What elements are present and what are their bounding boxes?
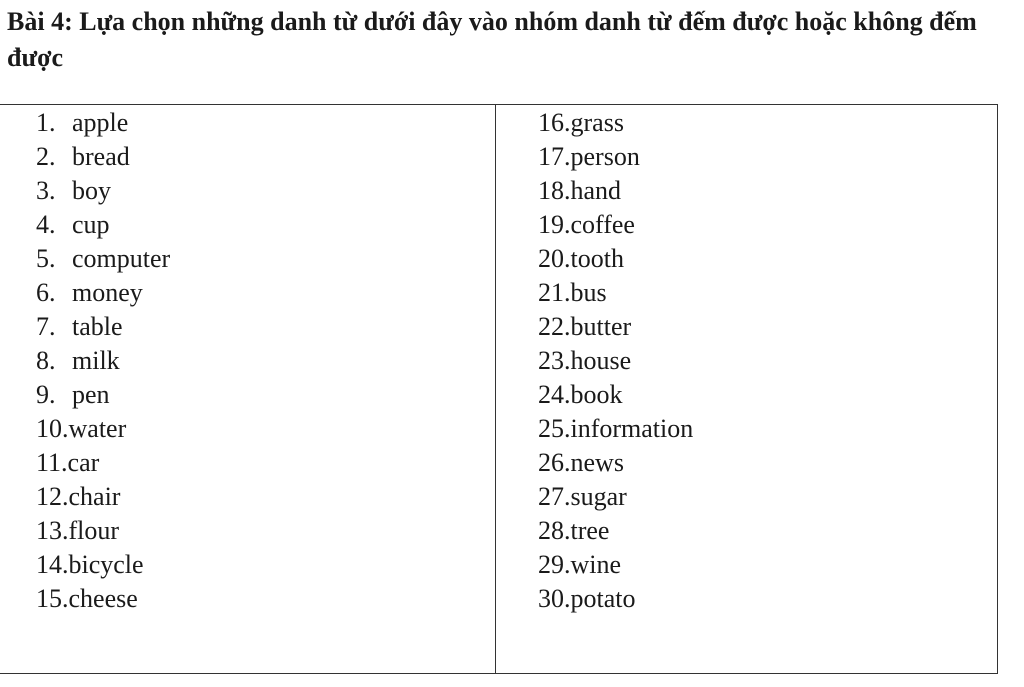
item-word: sugar (570, 482, 627, 511)
exercise-title: Bài 4: Lựa chọn những danh từ dưới đây vào nhóm danh từ đếm được hoặc không đếm được (7, 7, 977, 72)
item-word: apple (72, 108, 129, 137)
list-item (36, 446, 170, 480)
item-word: pen (72, 380, 110, 409)
item-word: flour (68, 516, 120, 545)
item-number: 11. (36, 448, 68, 477)
left-word-list (36, 106, 170, 616)
item-word: cheese (68, 584, 138, 613)
item-number: 29. (538, 550, 571, 579)
item-word: chair (68, 482, 121, 511)
item-number: 14. (36, 550, 69, 579)
item-word: wine (570, 550, 622, 579)
right-word-list (538, 106, 693, 616)
list-item (538, 106, 693, 140)
list-item (538, 242, 693, 276)
item-word: water (68, 414, 127, 443)
item-word: news (570, 448, 624, 477)
item-word: car (67, 448, 100, 477)
list-item (36, 242, 170, 276)
list-item (538, 378, 693, 412)
item-word: house (570, 346, 632, 375)
list-item (538, 140, 693, 174)
item-word: potato (570, 584, 636, 613)
list-item (538, 412, 693, 446)
item-number: 30. (538, 584, 571, 613)
item-number: 19. (538, 210, 571, 239)
list-item (538, 446, 693, 480)
item-word: hand (570, 176, 622, 205)
column-divider (495, 104, 496, 674)
item-number: 4. (36, 210, 56, 239)
list-item (538, 174, 693, 208)
item-number: 1. (36, 108, 56, 137)
item-number: 15. (36, 584, 69, 613)
list-item (538, 310, 693, 344)
item-word: bicycle (68, 550, 144, 579)
item-number: 25. (538, 414, 571, 443)
item-number: 22. (538, 312, 571, 341)
item-number: 8. (36, 346, 56, 375)
item-word: information (570, 414, 694, 443)
list-item (538, 582, 693, 616)
list-item (36, 480, 170, 514)
list-item (36, 310, 170, 344)
item-number: 28. (538, 516, 571, 545)
item-word: milk (72, 346, 120, 375)
item-number: 13. (36, 516, 69, 545)
list-item (36, 514, 170, 548)
list-item (36, 106, 170, 140)
item-word: computer (72, 244, 171, 273)
item-number: 24. (538, 380, 571, 409)
item-word: cup (72, 210, 110, 239)
item-number: 2. (36, 142, 56, 171)
item-number: 18. (538, 176, 571, 205)
item-number: 9. (36, 380, 56, 409)
list-item (36, 140, 170, 174)
list-item (36, 344, 170, 378)
item-number: 7. (36, 312, 56, 341)
item-word: money (72, 278, 143, 307)
list-item (538, 344, 693, 378)
list-item (36, 174, 170, 208)
list-item (36, 208, 170, 242)
item-number: 16. (538, 108, 571, 137)
item-word: grass (570, 108, 624, 137)
item-number: 27. (538, 482, 571, 511)
list-item (36, 582, 170, 616)
list-item (538, 208, 693, 242)
item-word: bread (72, 142, 130, 171)
item-word: coffee (570, 210, 635, 239)
list-item (36, 412, 170, 446)
item-number: 10. (36, 414, 69, 443)
list-item (36, 276, 170, 310)
item-word: table (72, 312, 123, 341)
item-word: boy (72, 176, 111, 205)
item-number: 17. (538, 142, 571, 171)
item-word: tooth (570, 244, 624, 273)
item-word: butter (570, 312, 632, 341)
item-number: 3. (36, 176, 56, 205)
item-word: bus (570, 278, 607, 307)
item-number: 20. (538, 244, 571, 273)
item-number: 23. (538, 346, 571, 375)
list-item (538, 480, 693, 514)
list-item (538, 276, 693, 310)
list-item (36, 548, 170, 582)
list-item (538, 548, 693, 582)
list-item (36, 378, 170, 412)
item-word: person (570, 142, 640, 171)
item-number: 5. (36, 244, 56, 273)
item-number: 26. (538, 448, 571, 477)
item-word: tree (570, 516, 610, 545)
item-number: 21. (538, 278, 571, 307)
item-number: 12. (36, 482, 69, 511)
item-number: 6. (36, 278, 56, 307)
item-word: book (570, 380, 623, 409)
list-item (538, 514, 693, 548)
